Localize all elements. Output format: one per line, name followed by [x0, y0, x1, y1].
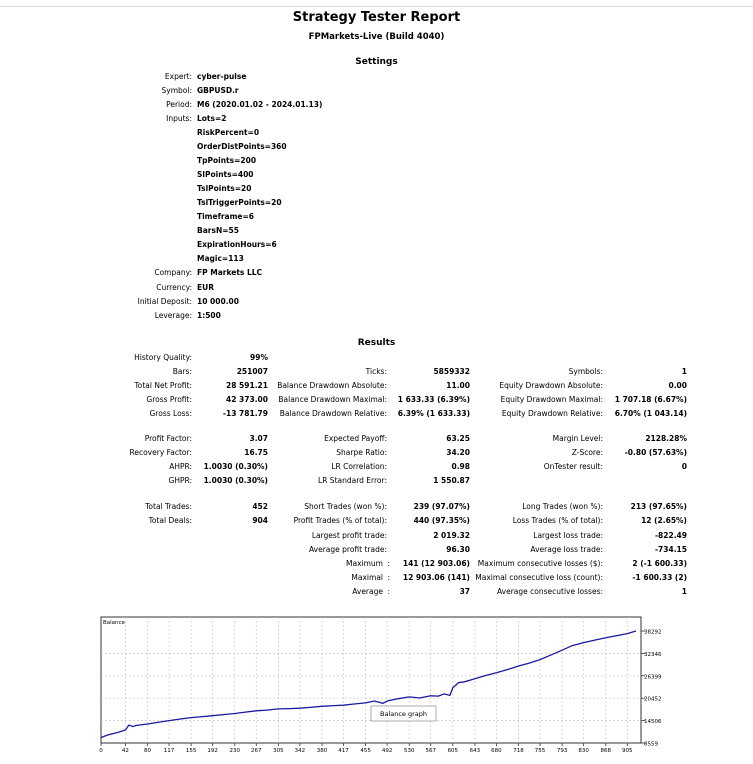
- stat-value: 16.75: [244, 448, 268, 457]
- stat-value: 1: [681, 367, 687, 376]
- stat-value: 904: [252, 516, 268, 525]
- settings-symbol-label: Symbol:: [161, 86, 192, 95]
- stat-value: 1 707.18 (6.67%): [614, 395, 687, 404]
- settings-input-item: Magic=113: [197, 254, 244, 263]
- stat-value: 1 550.87: [433, 476, 470, 485]
- stat-value: -822.49: [654, 531, 687, 540]
- x-tick-label: 567: [425, 748, 436, 754]
- stat-label: Maximum: [346, 559, 383, 568]
- results-heading: Results: [357, 338, 396, 348]
- stat-label: GHPR:: [168, 476, 192, 485]
- settings-input-item: OrderDistPoints=360: [197, 142, 287, 151]
- stat-value: 6.39% (1 633.33): [397, 409, 470, 418]
- y-tick-label: 20452: [644, 696, 662, 703]
- stat-label: Maximal consecutive loss (count):: [475, 573, 603, 582]
- stat-value: 0: [681, 462, 687, 471]
- stat-value: 141 (12 903.06): [402, 559, 470, 568]
- x-tick-label: 793: [556, 748, 568, 754]
- x-tick-label: 155: [185, 748, 197, 754]
- x-tick-label: 643: [469, 748, 481, 754]
- settings-input-item: SlPoints=400: [197, 170, 254, 179]
- stat-label: Equity Drawdown Absolute:: [499, 381, 603, 390]
- settings-expert-value: cyber-pulse: [197, 72, 247, 81]
- stat-label: Balance Drawdown Absolute:: [277, 381, 387, 390]
- settings-input-item: TpPoints=200: [197, 156, 257, 165]
- stat-label: Total Deals:: [148, 516, 192, 525]
- stat-value: 5859332: [433, 367, 470, 376]
- stat-label: Total Net Profit:: [134, 381, 192, 390]
- settings-currency-label: Currency:: [156, 283, 192, 292]
- x-tick-label: 230: [229, 748, 240, 754]
- x-tick-label: 42: [121, 748, 129, 754]
- x-tick-label: 192: [207, 748, 218, 754]
- stat-label: Loss Trades (% of total):: [512, 516, 603, 525]
- stat-value: 1.0030 (0.30%): [203, 462, 268, 471]
- stat-value: 3.07: [249, 434, 268, 443]
- stat-label: Largest profit trade:: [311, 531, 387, 540]
- settings-expert-label: Expert:: [164, 72, 192, 81]
- stat-value: 0.00: [668, 381, 687, 390]
- settings-input-item: BarsN=55: [197, 226, 239, 235]
- settings-input-item: Lots=2: [197, 114, 227, 123]
- history-quality-label: History Quality:: [134, 353, 192, 362]
- chart-frame: [101, 617, 641, 743]
- stat-label-colon: :: [387, 573, 390, 582]
- y-tick-label: 8559: [644, 741, 658, 748]
- stat-label-colon: :: [387, 559, 390, 568]
- stat-value: 12 (2.65%): [641, 516, 687, 525]
- settings-input-item: RiskPercent=0: [197, 128, 260, 137]
- stat-label: Total Trades:: [145, 502, 192, 511]
- stat-label: Gross Profit:: [146, 395, 192, 404]
- stat-value: -1 600.33 (2): [632, 573, 687, 582]
- x-tick-label: 0: [99, 748, 103, 754]
- settings-inputs-label: Inputs:: [166, 114, 192, 123]
- x-tick-label: 755: [534, 748, 546, 754]
- stat-label: Profit Factor:: [144, 434, 192, 443]
- stat-label: LR Standard Error:: [318, 476, 387, 485]
- stat-value: 12 903.06 (141): [402, 573, 470, 582]
- stat-value: 2 (-1 600.33): [632, 559, 687, 568]
- stat-label: Average profit trade:: [308, 545, 387, 554]
- stat-label: Profit Trades (% of total):: [293, 516, 387, 525]
- settings-input-item: Timeframe=6: [197, 212, 255, 221]
- stat-value: 2128.28%: [645, 434, 687, 443]
- stat-label: Z-Score:: [571, 448, 603, 457]
- x-tick-label: 680: [491, 748, 502, 754]
- settings-leverage-value: 1:500: [197, 311, 221, 320]
- x-tick-label: 492: [381, 748, 393, 754]
- stat-label: Balance Drawdown Maximal:: [278, 395, 387, 404]
- x-tick-label: 530: [403, 748, 415, 754]
- stat-label: Average loss trade:: [530, 545, 603, 554]
- stat-label: Average consecutive losses:: [496, 587, 603, 596]
- y-tick-label: 32346: [644, 651, 662, 658]
- x-tick-label: 905: [622, 748, 633, 754]
- stat-label: Equity Drawdown Relative:: [501, 409, 603, 418]
- y-tick-label: 26399: [644, 674, 662, 681]
- stat-value: -734.15: [654, 545, 687, 554]
- stat-value: 63.25: [446, 434, 470, 443]
- x-tick-label: 868: [600, 748, 612, 754]
- settings-period-label: Period:: [166, 100, 192, 109]
- stat-value: 1 633.33 (6.39%): [397, 395, 470, 404]
- settings-heading: Settings: [355, 57, 398, 67]
- x-tick-label: 718: [513, 748, 524, 754]
- stat-value: 239 (97.07%): [413, 502, 470, 511]
- stat-label: AHPR:: [169, 462, 192, 471]
- stat-label-colon: :: [387, 587, 390, 596]
- settings-deposit-label: Initial Deposit:: [137, 297, 192, 306]
- x-tick-label: 80: [144, 748, 152, 754]
- legend-label: Balance graph: [379, 710, 428, 718]
- stat-value: 452: [252, 502, 268, 511]
- stat-label: Maximum consecutive losses ($):: [477, 559, 603, 568]
- chart-title: Balance: [103, 620, 125, 626]
- stat-value: 0.98: [451, 462, 470, 471]
- x-tick-label: 380: [316, 748, 328, 754]
- stat-label: Gross Loss:: [149, 409, 192, 418]
- x-tick-label: 830: [578, 748, 589, 754]
- stat-label: Symbols:: [568, 367, 603, 376]
- stat-label: Sharpe Ratio:: [336, 448, 387, 457]
- stat-label: Expected Payoff:: [324, 434, 387, 443]
- stat-label: Recovery Factor:: [129, 448, 192, 457]
- settings-deposit-value: 10 000.00: [197, 297, 239, 306]
- settings-symbol-value: GBPUSD.r: [197, 86, 239, 95]
- x-tick-label: 267: [251, 748, 262, 754]
- history-quality-value: 99%: [250, 353, 268, 362]
- stat-value: 28 591.21: [226, 381, 268, 390]
- stat-value: -13 781.79: [222, 409, 268, 418]
- x-tick-label: 342: [294, 748, 306, 754]
- stat-value: 440 (97.35%): [413, 516, 470, 525]
- stat-value: 11.00: [446, 381, 470, 390]
- report-title: Strategy Tester Report: [292, 10, 461, 25]
- stat-label: Equity Drawdown Maximal:: [500, 395, 603, 404]
- stat-value: 2 019.32: [433, 531, 470, 540]
- stat-value: 37: [459, 587, 470, 596]
- stat-value: 6.70% (1 043.14): [614, 409, 687, 418]
- stat-label: Margin Level:: [552, 434, 603, 443]
- x-tick-label: 117: [163, 748, 175, 754]
- x-tick-label: 605: [447, 748, 459, 754]
- stat-value: 213 (97.65%): [630, 502, 687, 511]
- x-tick-label: 417: [338, 748, 349, 754]
- y-tick-label: 14506: [644, 719, 662, 726]
- stat-label: OnTester result:: [543, 462, 603, 471]
- y-tick-label: 38292: [644, 629, 662, 636]
- stat-label: Ticks:: [365, 367, 387, 376]
- stat-label: Maximal: [351, 573, 383, 582]
- stat-label: Balance Drawdown Relative:: [279, 409, 387, 418]
- stat-label: Long Trades (won %):: [522, 502, 603, 511]
- report-subtitle: FPMarkets-Live (Build 4040): [308, 32, 445, 42]
- settings-input-item: TslPoints=20: [197, 184, 252, 193]
- stat-value: 42 373.00: [226, 395, 268, 404]
- stat-value: 1.0030 (0.30%): [203, 476, 268, 485]
- settings-input-item: ExpirationHours=6: [197, 240, 277, 249]
- settings-currency-value: EUR: [197, 283, 214, 292]
- settings-company-value: FP Markets LLC: [197, 268, 263, 277]
- settings-period-value: M6 (2020.01.02 - 2024.01.13): [197, 100, 323, 109]
- stat-label: Average: [352, 587, 383, 596]
- settings-input-item: TslTriggerPoints=20: [197, 198, 282, 207]
- stat-value: -0.80 (57.63%): [624, 448, 687, 457]
- stat-label: Short Trades (won %):: [304, 502, 387, 511]
- x-tick-label: 305: [273, 748, 284, 754]
- stat-label: LR Correlation:: [331, 462, 387, 471]
- x-tick-label: 455: [360, 748, 371, 754]
- stat-label: Bars:: [172, 367, 192, 376]
- stat-value: 251007: [236, 367, 268, 376]
- stat-value: 1: [681, 587, 687, 596]
- stat-value: 96.30: [446, 545, 470, 554]
- settings-leverage-label: Leverage:: [154, 311, 192, 320]
- stat-value: 34.20: [446, 448, 470, 457]
- settings-company-label: Company:: [154, 268, 192, 277]
- stat-label: Largest loss trade:: [533, 531, 603, 540]
